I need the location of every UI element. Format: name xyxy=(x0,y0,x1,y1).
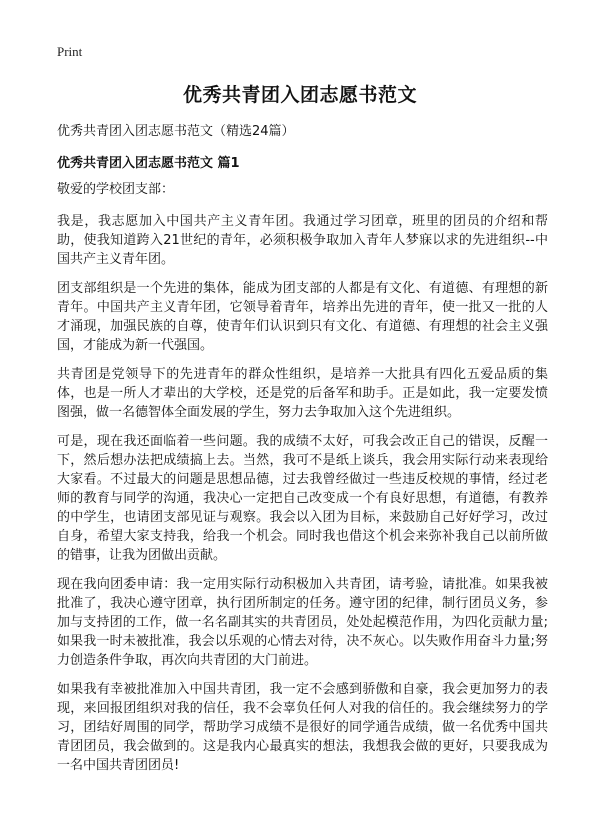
paragraph-1: 我是，我志愿加入中国共产主义青年团。我通过学习团章，班里的团员的介绍和帮助，使我知道跨入21世纪的青年，必须积极争取加入青年人梦寐以求的先进组织--中国共产主义青年团。 xyxy=(57,214,548,267)
section-heading: 优秀共青团入团志愿书范文 篇1 xyxy=(57,156,240,171)
paragraph-4: 可是，现在我还面临着一些问题。我的成绩不太好，可我会改正自己的错误，反醒一下，然后想办法把成绩搞上去。当然，我可不是纸上谈兵，我会用实际行动来表现给大家看。不过最大的问题是思想品德，过去我曾经做过一些违反校规的事情，经过老师的教育与同学的沟通，我决心一定把自己改变成一个有良好思想，有道德，有教养的中学生，也请团支部见证与观察。我会以入团为目标，来鼓励自己好好学习，改过自身，希望大家支持我，给我一个机会。同时我也借这个机会来弥补我自己以前所做的错事，让我为团做出贡献。 xyxy=(57,434,548,563)
paragraph-3: 共青团是党领导下的先进青年的群众性组织，是培养一大批具有四化五爱品质的集体，也是一所人才辈出的大学校，还是党的后备军和助手。正是如此，我一定要发愤图强，做一名德智体全面发展的学生，努力去争取加入这个先进组织。 xyxy=(57,367,548,420)
salutation: 敬爱的学校团支部： xyxy=(57,182,175,197)
paragraph-2: 团支部组织是一个先进的集体，能成为团支部的人都是有文化、有道德、有理想的新青年。中国共产主义青年团，它领导着青年，培养出先进的青年，使一批又一批的人才涌现，加强民族的自尊，使青年们认识到只有文化、有道德、有理想的社会主义强国，才能成为新一代强国。 xyxy=(57,281,548,353)
paragraph-6: 如果我有幸被批准加入中国共青团，我一定不会感到骄傲和自豪，我会更加努力的表现，来回报团组织对我的信任，我不会辜负任何人对我的信任的。我会继续努力的学习，团结好周围的同学，帮助学习成绩不是很好的同学通告成绩，做一名优秀中国共青团团员，我会做到的。这是我内心最真实的想法，我想我会做的更好，只要我成为一名中国共青团团员! xyxy=(57,682,548,773)
document-subtitle: 优秀共青团入团志愿书范文（精选24篇） xyxy=(57,124,295,139)
paragraph-5: 现在我向团委申请：我一定用实际行动积极加入共青团，请考验，请批准。如果我被批准了，我决心遵守团章，执行团所制定的任务。遵守团的纪律，制行团员义务，参加与支持团的工作，做一名名副其实的共青团员，处处起模范作用，为四化贡献力量;如果我一时未被批准，我会以乐观的心情去对待，决不灰心。以失败作用奋斗力量;努力创造条件争取，再次向共青团的大门前进。 xyxy=(57,577,548,668)
letter-body xyxy=(57,180,548,785)
print-link[interactable]: Print xyxy=(57,44,83,59)
page-title: 优秀共青团入团志愿书范文 xyxy=(182,84,417,106)
